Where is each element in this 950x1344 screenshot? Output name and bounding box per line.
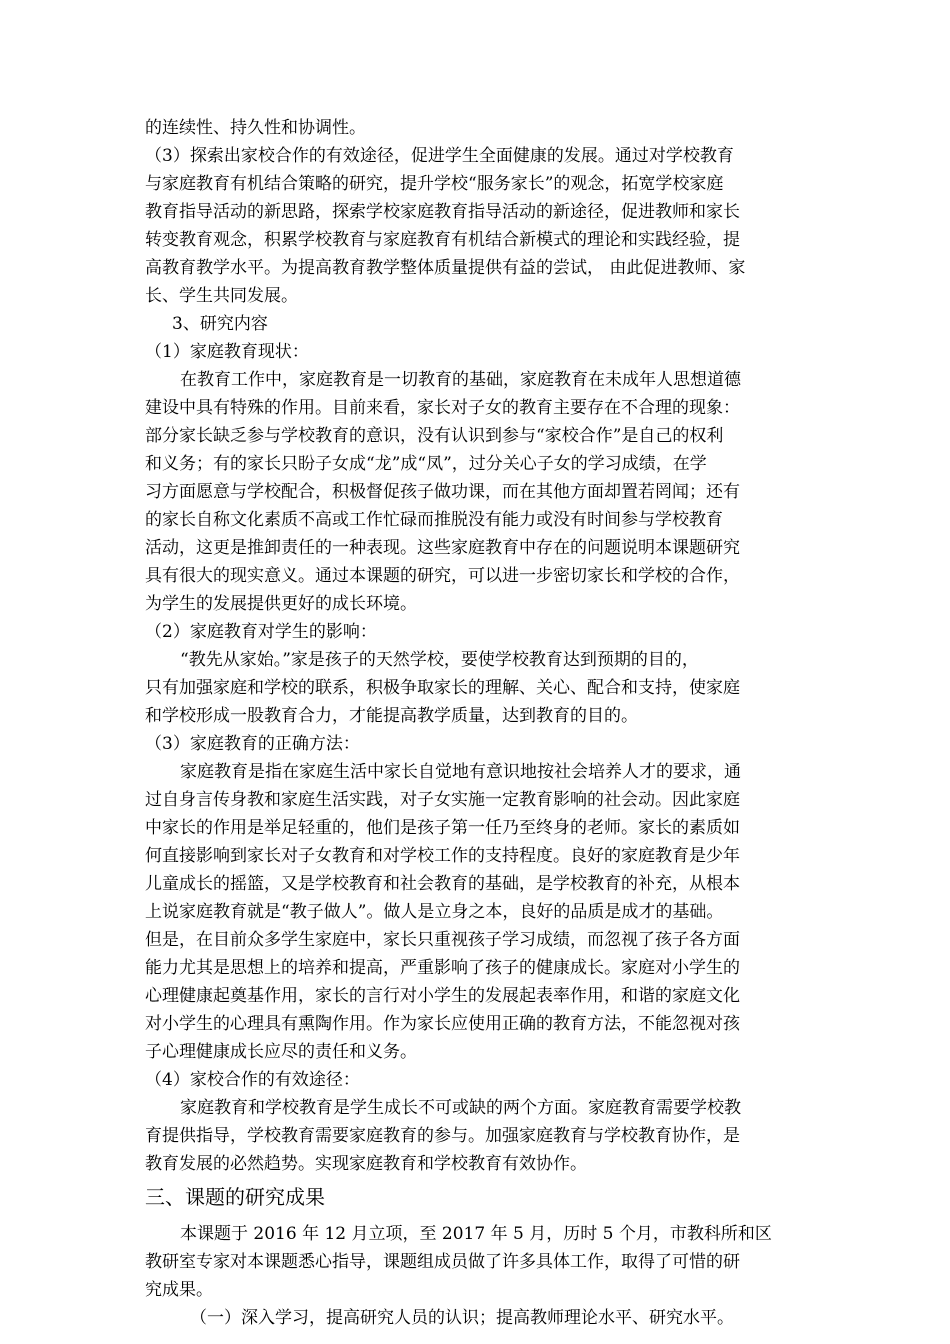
text-line: （1）家庭教育现状：	[145, 342, 309, 362]
text-line: 教研室专家对本课题悉心指导，课题组成员做了许多具体工作，取得了可惜的研	[145, 1252, 740, 1272]
text-line: “教先从家始。”家是孩子的天然学校，要使学校教育达到预期的目的，	[180, 650, 699, 670]
text-line: 建设中具有特殊的作用。目前来看，家长对子女的教育主要存在不合理的现象：	[145, 398, 740, 418]
text-line: 和学校形成一股教育合力，才能提高教学质量，达到教育的目的。	[145, 706, 638, 726]
subsection-title: 3、研究内容	[172, 314, 268, 334]
text-line: 家庭教育是指在家庭生活中家长自觉地有意识地按社会培养人才的要求，通	[180, 762, 741, 782]
text-line: 上说家庭教育就是“教子做人”。做人是立身之本，良好的品质是成才的基础。	[145, 902, 724, 922]
text-line: 长、学生共同发展。	[145, 286, 298, 306]
text-line: 为学生的发展提供更好的成长环境。	[145, 594, 417, 614]
text-line: 教育指导活动的新思路，探索学校家庭教育指导活动的新途径，促进教师和家长	[145, 202, 740, 222]
text-line: 何直接影响到家长对子女教育和对学校工作的支持程度。良好的家庭教育是少年	[145, 846, 740, 866]
text-line: 与家庭教育有机结合策略的研究，提升学校“服务家长”的观念，拓宽学校家庭	[145, 174, 724, 194]
text-line: 教育发展的必然趋势。实现家庭教育和学校教育有效协作。	[145, 1154, 587, 1174]
text-line: 活动，这更是推卸责任的一种表现。这些家庭教育中存在的问题说明本课题研究	[145, 538, 740, 558]
text-line: （3）探索出家校合作的有效途径，促进学生全面健康的发展。通过对学校教育	[145, 146, 734, 166]
text-line: 和义务；有的家长只盼子女成“龙”成“凤”，过分关心子女的学习成绩，在学	[145, 454, 707, 474]
text-line: （4）家校合作的有效途径：	[145, 1070, 360, 1090]
text-line: 儿童成长的摇篮，又是学校教育和社会教育的基础，是学校教育的补充，从根本	[145, 874, 740, 894]
text-line: （一）深入学习，提高研究人员的认识；提高教师理论水平、研究水平。	[190, 1308, 734, 1328]
text-line: 具有很大的现实意义。通过本课题的研究，可以进一步密切家长和学校的合作，	[145, 566, 740, 586]
text-line: 育提供指导，学校教育需要家庭教育的参与。加强家庭教育与学校教育协作，是	[145, 1126, 740, 1146]
text-line: 心理健康起奠基作用，家长的言行对小学生的发展起表率作用，和谐的家庭文化	[145, 986, 740, 1006]
text-line: 转变教育观念，积累学校教育与家庭教育有机结合新模式的理论和实践经验，提	[145, 230, 740, 250]
section-heading: 三、课题的研究成果	[145, 1185, 325, 1209]
text-line: （3）家庭教育的正确方法：	[145, 734, 360, 754]
text-line: 能力尤其是思想上的培养和提高，严重影响了孩子的健康成长。家庭对小学生的	[145, 958, 740, 978]
text-line: 部分家长缺乏参与学校教育的意识，没有认识到参与“家校合作”是自己的权利	[145, 426, 724, 446]
text-line: 子心理健康成长应尽的责任和义务。	[145, 1042, 417, 1062]
text-line: 家庭教育和学校教育是学生成长不可或缺的两个方面。家庭教育需要学校教	[180, 1098, 741, 1118]
text-line: 高教育教学水平。为提高教育教学整体质量提供有益的尝试， 由此促进教师、家	[145, 258, 746, 278]
text-line: 对小学生的心理具有熏陶作用。作为家长应使用正确的教育方法，不能忽视对孩	[145, 1014, 740, 1034]
text-line: 的连续性、持久性和协调性。	[145, 118, 366, 138]
text-line: 但是，在目前众多学生家庭中，家长只重视孩子学习成绩，而忽视了孩子各方面	[145, 930, 740, 950]
text-line: 习方面愿意与学校配合，积极督促孩子做功课，而在其他方面却置若罔闻；还有	[145, 482, 740, 502]
text-line: （2）家庭教育对学生的影响：	[145, 622, 377, 642]
text-line: 中家长的作用是举足轻重的，他们是孩子第一任乃至终身的老师。家长的素质如	[145, 818, 740, 838]
text-line: 的家长自称文化素质不高或工作忙碌而推脱没有能力或没有时间参与学校教育	[145, 510, 723, 530]
text-line: 只有加强家庭和学校的联系，积极争取家长的理解、关心、配合和支持，使家庭	[145, 678, 740, 698]
text-line: 本课题于 2016 年 12 月立项，至 2017 年 5 月，历时 5 个月，市教科所和区	[180, 1224, 772, 1244]
text-line: 过自身言传身教和家庭生活实践，对子女实施一定教育影响的社会动。因此家庭	[145, 790, 740, 810]
text-line: 在教育工作中，家庭教育是一切教育的基础，家庭教育在未成年人思想道德	[180, 370, 741, 390]
text-line: 究成果。	[145, 1280, 213, 1300]
